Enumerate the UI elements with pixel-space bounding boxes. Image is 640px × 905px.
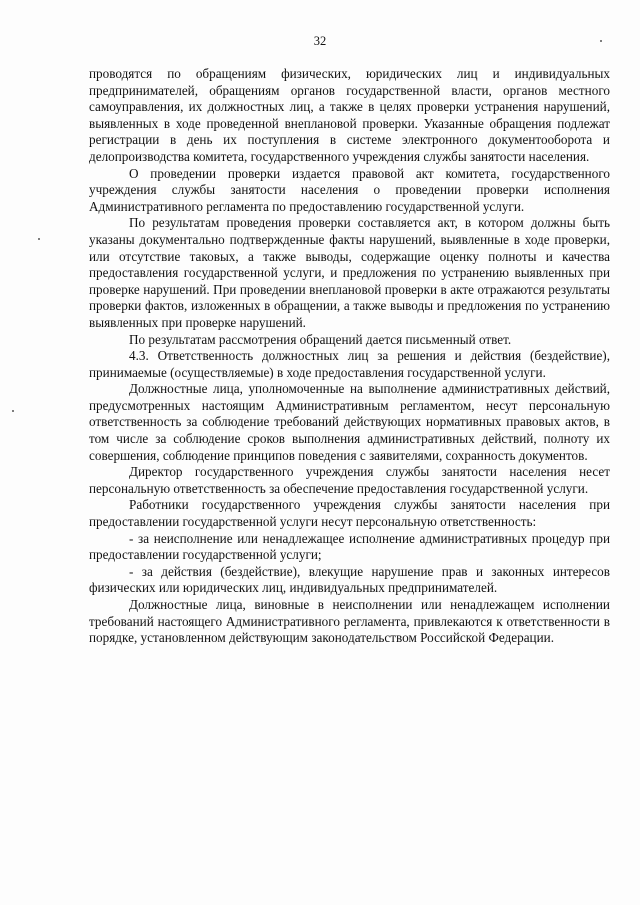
scan-speck [38,238,40,240]
paragraph-officials-responsibility: Должностные лица, уполномоченные на выполнение административных действий, предусмотренных настоящим Административным регламентом, несут персональную ответственность за соблюдение требований действующих нормативных правовых актов, в том числе за соблюдение сроков выполнения административных действий, полноту их совершения, соблюдение принципов поведения с заявителями, сохранность документов. [89,381,610,463]
paragraph-employees-responsibility: Работники государственного учреждения службы занятости населения при предоставлении государственной услуги несут персональную ответственность: [89,497,610,530]
list-item-nonperformance: - за неисполнение или ненадлежащее исполнение административных процедур при предоставлении государственной услуги; [89,530,610,563]
paragraph-liability: Должностные лица, виновные в неисполнении или ненадлежащем исполнении требований настоящего Административного регламента, привлекаются к ответственности в порядке, установленном действующим законодательством Российской Федерации. [89,597,610,646]
scan-speck [12,410,14,412]
paragraph-inspection-act: По результатам проведения проверки составляется акт, в котором должны быть указаны документально подтвержденные факты нарушений, выявленные в ходе проверки, или отсутствие таковых, а также выводы, содержащие оценку полноты и качества предоставления государственной услуги, и предложения по устранению выявленных при проверке нарушений. При проведении внеплановой проверки в акте отражаются результаты проверки фактов, изложенных в обращении, а также выводы и предложения по устранению выявленных при проверке нарушений. [89,215,610,330]
paragraph-inspection-order: О проведении проверки издается правовой акт комитета, государственного учреждения службы занятости населения о проведении проверки исполнения Административного регламента по предоставлению государственной услуги. [89,165,610,214]
page-number: 32 [313,34,327,48]
scan-speck [600,40,602,42]
document-body [89,66,610,647]
paragraph-written-response: По результатам рассмотрения обращений дается письменный ответ. [129,331,512,347]
paragraph-continuation: проводятся по обращениям физических, юридических лиц и индивидуальных предпринимателей, обращениям органов государственной власти, органов местного самоуправления, их должностных лиц, а также в целях проверки устранения нарушений, выявленных в ходе проведенной внеплановой проверки. Указанные обращения подлежат регистрации в день их поступления в системе электронного документооборота и делопроизводства комитета, государственного учреждения службы занятости населения. [89,66,610,164]
list-item-actions-inaction: - за действия (бездействие), влекущие нарушение прав и законных интересов физических или юридических лиц, индивидуальных предпринимателей. [89,563,610,596]
paragraph-director-responsibility: Директор государственного учреждения службы занятости населения несет персональную ответственность за обеспечение предоставления государственной услуги. [89,464,610,496]
section-4-3-heading: 4.3. Ответственность должностных лиц за решения и действия (бездействие), принимаемые (осуществляемые) в ходе предоставления государственной услуги. [89,348,610,380]
